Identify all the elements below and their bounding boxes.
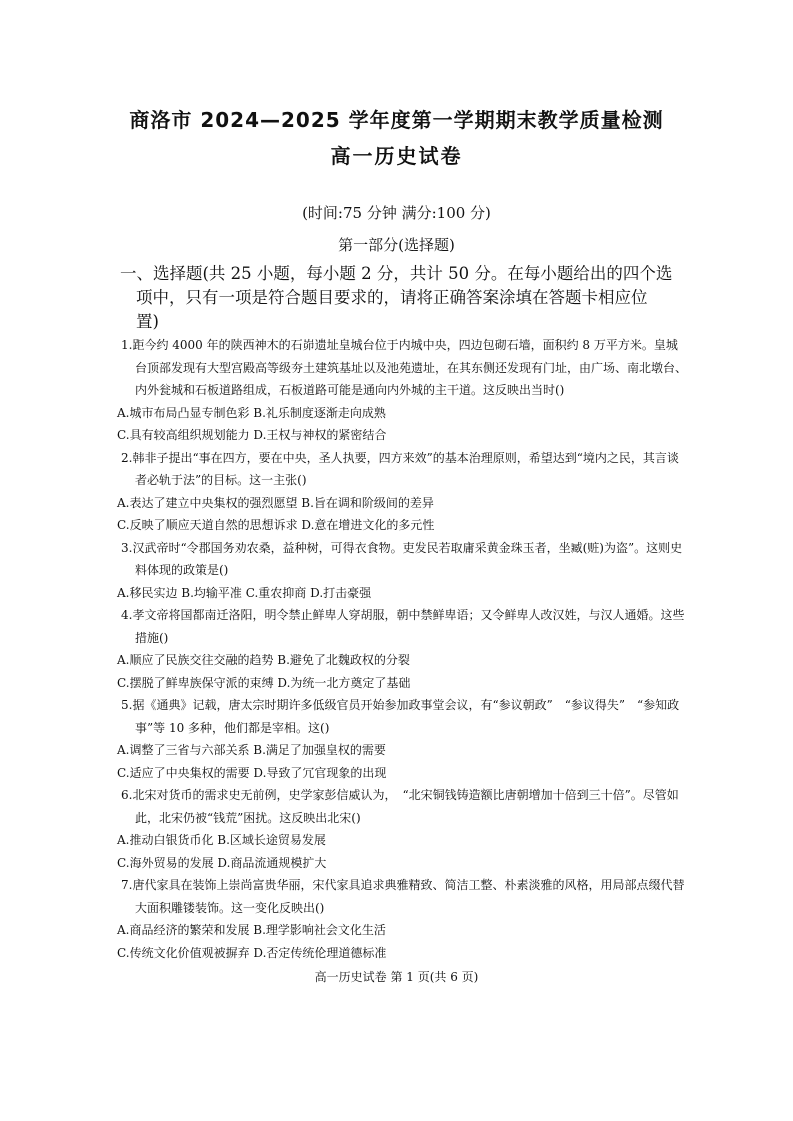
question-stem: 7.唐代家具在装饰上崇尚富贵华丽，宋代家具追求典雅精致、简洁工整、朴素淡雅的风格，用局部点缀代替大面积雕镂装饰。这一变化反映出() (121, 878, 685, 915)
question-6 (117, 784, 687, 874)
question-options-row: A.移民实边 B.均输平准 C.重农抑商 D.打击豪强 (117, 585, 372, 600)
section-instructions (120, 262, 680, 334)
question-options-row: A.推动白银货币化 B.区域长途贸易发展 (117, 833, 326, 847)
question-stem: 4.孝文帝将国都南迁洛阳，明令禁止鲜卑人穿胡服，朝中禁鲜卑语；又令鲜卑人改汉姓，与汉人通婚。这些措施() (121, 608, 685, 645)
question-list (117, 334, 687, 964)
question-options-row: C.传统文化价值观被摒弃 D.否定传统伦理道德标准 (117, 945, 387, 960)
question-stem: 3.汉武帝时“令郡国务劝农桑，益种树，可得衣食物。吏发民若取庸采黄金珠玉者，坐臧(赃)为盗”。这则史料体现的政策是() (121, 540, 683, 577)
question-stem: 2.韩非子提出“事在四方，要在中央，圣人执要，四方来效”的基本治理原则，希望达到“境内之民，其言谈者必轨于法”的目标。这一主张() (121, 450, 679, 487)
section-line-3: 置) (136, 312, 159, 331)
section-line-2: 项中，只有一项是符合题目要求的，请将正确答案涂填在答题卡相应位 (136, 288, 648, 307)
question-options-row: A.表达了建立中央集权的强烈愿望 B.旨在调和阶级间的差异 (117, 495, 434, 510)
question-options-row: A.商品经济的繁荣和发展 B.理学影响社会文化生活 (117, 923, 386, 937)
question-stem: 5.据《通典》记载，唐太宗时期许多低级官员开始参加政事堂会议，有“参议朝政” “参议得失” “参知政事”等 10 多种，他们都是宰相。这() (121, 698, 680, 735)
question-stem: 1.距今约 4000 年的陕西神木的石峁遗址皇城台位于内城中央，四边包砌石墙，面积约 8 万平方米。皇城台顶部发现有大型宫殿高等级夯土建筑基址以及池苑遗址，在其东侧还发现有门址，由广场、南北墩台、内外瓮城和石板道路组成，石板道路可能是通向内外城的主干道。这反映出当时() (121, 338, 688, 397)
question-options-row: C.适应了中央集权的需要 D.导致了冗官现象的出现 (117, 765, 387, 780)
question-options-row: A.城市布局凸显专制色彩 B.礼乐制度逐渐走向成熟 (117, 405, 386, 420)
question-options-row: C.反映了顺应天道自然的思想诉求 D.意在增进文化的多元性 (117, 518, 435, 532)
question-3 (117, 537, 687, 605)
question-4 (117, 604, 687, 694)
question-7 (117, 874, 687, 964)
question-stem: 6.北宋对货币的需求史无前例，史学家彭信威认为， “北宋铜钱铸造额比唐朝增加十倍到三十倍”。尽管如此，北宋仍被“钱荒”困扰。这反映出北宋() (121, 788, 679, 825)
question-5 (117, 694, 687, 784)
question-2 (117, 447, 687, 537)
time-info: (时间:75 分钟 满分:100 分) (302, 204, 491, 222)
part-heading: 第一部分(选择题) (338, 236, 455, 254)
question-options-row: A.调整了三省与六部关系 B.满足了加强皇权的需要 (117, 743, 386, 757)
question-options-row: A.顺应了民族交往交融的趋势 B.避免了北魏政权的分裂 (117, 653, 410, 667)
exam-title: 商洛市 2024—2025 学年度第一学期期末教学质量检测 (129, 108, 664, 132)
question-options-row: C.摆脱了鲜卑族保守派的束缚 D.为统一北方奠定了基础 (117, 675, 411, 690)
question-options-row: C.海外贸易的发展 D.商品流通规模扩大 (117, 855, 327, 870)
page-footer: 高一历史试卷 第 1 页(共 6 页) (314, 970, 479, 984)
exam-subtitle: 高一历史试卷 (330, 144, 463, 168)
question-options-row: C.具有较高组织规划能力 D.王权与神权的紧密结合 (117, 428, 387, 442)
section-line-1: 一、选择题(共 25 小题，每小题 2 分，共计 50 分。在每小题给出的四个选 (120, 264, 673, 283)
question-1 (117, 334, 687, 447)
